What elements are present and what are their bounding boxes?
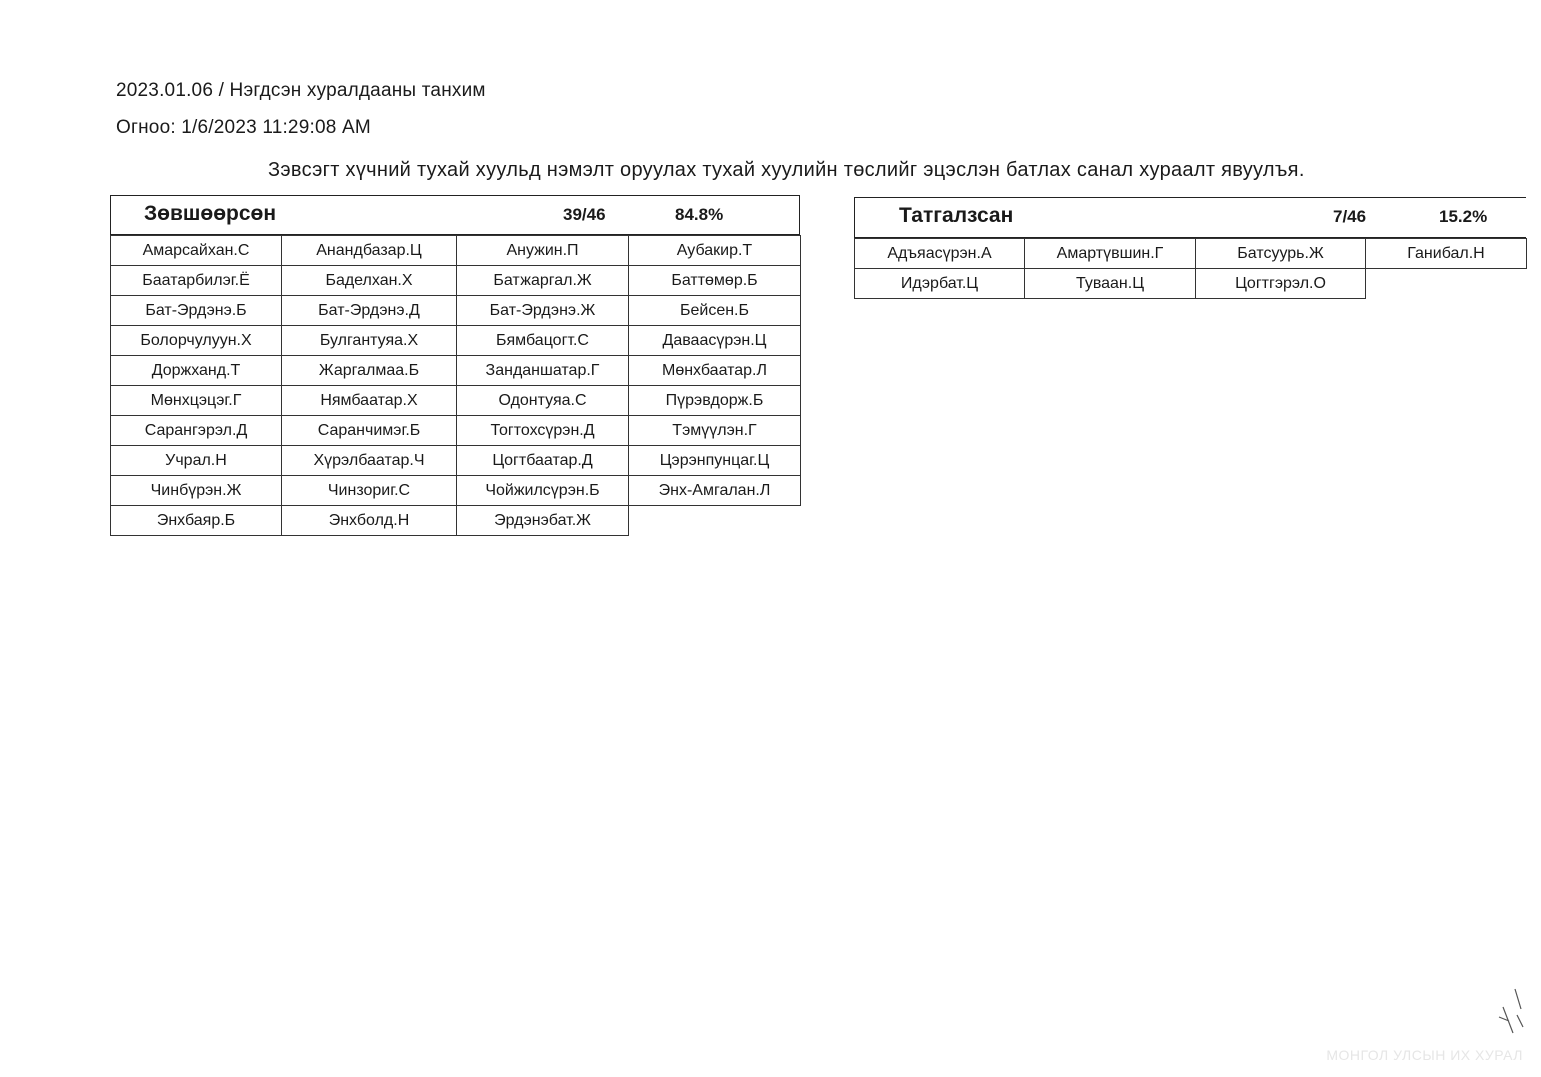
approved-row <box>111 326 801 356</box>
approved-name-cell: Амарсайхан.С <box>111 236 282 266</box>
approved-name-cell: Булгантуяа.Х <box>282 326 457 356</box>
date-line: Огноо: 1/6/2023 11:29:08 AM <box>116 117 371 138</box>
approved-name-cell: Мөнхбаатар.Л <box>629 356 801 386</box>
rejected-name-cell: Цогтгэрэл.О <box>1196 269 1366 299</box>
approved-name-cell: Баттөмөр.Б <box>629 266 801 296</box>
rejected-name-cell: Ганибал.Н <box>1366 239 1527 269</box>
approved-name-cell: Анандбазар.Ц <box>282 236 457 266</box>
rejected-row <box>855 239 1527 269</box>
rejected-name-cell: Батсуурь.Ж <box>1196 239 1366 269</box>
approved-name-cell: Учрал.Н <box>111 446 282 476</box>
approved-name-cell: Энхбаяр.Б <box>111 506 282 536</box>
rejected-name-cell: Идэрбат.Ц <box>855 269 1025 299</box>
approved-name-cell: Энх-Амгалан.Л <box>629 476 801 506</box>
approved-name-cell: Энхболд.Н <box>282 506 457 536</box>
approved-name-cell: Бат-Эрдэнэ.Д <box>282 296 457 326</box>
approved-row <box>111 506 801 536</box>
approved-name-cell: Пүрэвдорж.Б <box>629 386 801 416</box>
rejected-title: Татгалзсан <box>899 204 1014 227</box>
approved-name-cell: Занданшатар.Г <box>457 356 629 386</box>
approved-name-cell: Чойжилсүрэн.Б <box>457 476 629 506</box>
approved-name-cell: Болорчулуун.Х <box>111 326 282 356</box>
approved-name-cell: Бат-Эрдэнэ.Ж <box>457 296 629 326</box>
approved-percent: 84.8% <box>675 205 724 224</box>
approved-name-cell: Аубакир.Т <box>629 236 801 266</box>
approved-name-cell: Чинбүрэн.Ж <box>111 476 282 506</box>
approved-name-cell: Хүрэлбаатар.Ч <box>282 446 457 476</box>
approved-name-cell: Нямбаатар.Х <box>282 386 457 416</box>
approved-count: 39/46 <box>563 205 606 224</box>
approved-name-cell: Эрдэнэбат.Ж <box>457 506 629 536</box>
approved-name-cell: Батжаргал.Ж <box>457 266 629 296</box>
approved-title: Зөвшөөрсөн <box>144 202 277 225</box>
approved-row <box>111 266 801 296</box>
approved-row <box>111 476 801 506</box>
watermark: МОНГОЛ УЛСЫН ИХ ХУРАЛ <box>1326 1047 1523 1063</box>
approved-empty-cell <box>629 506 801 536</box>
approved-name-cell: Жаргалмаа.Б <box>282 356 457 386</box>
rejected-name-cell: Туваан.Ц <box>1025 269 1196 299</box>
approved-name-cell: Бямбацогт.С <box>457 326 629 356</box>
approved-row <box>111 446 801 476</box>
approved-name-cell: Даваасүрэн.Ц <box>629 326 801 356</box>
approved-name-cell: Сарангэрэл.Д <box>111 416 282 446</box>
approved-header <box>110 195 800 235</box>
approved-row <box>111 416 801 446</box>
rejected-name-cell: Амартүвшин.Г <box>1025 239 1196 269</box>
approved-name-cell: Чинзориг.С <box>282 476 457 506</box>
approved-row <box>111 296 801 326</box>
motion-text: Зэвсэгт хүчний тухай хуульд нэмэлт оруулах тухай хуулийн төслийг эцэслэн батлах санал хураалт явуулъя. <box>268 159 1305 181</box>
approved-row <box>111 236 801 266</box>
approved-name-cell: Анужин.П <box>457 236 629 266</box>
approved-row <box>111 386 801 416</box>
approved-name-cell: Бат-Эрдэнэ.Б <box>111 296 282 326</box>
approved-name-cell: Цогтбаатар.Д <box>457 446 629 476</box>
signature-mark-icon <box>1495 987 1525 1037</box>
session-line: 2023.01.06 / Нэгдсэн хуралдааны танхим <box>116 80 486 101</box>
approved-name-cell: Одонтуяа.С <box>457 386 629 416</box>
approved-name-cell: Тогтохсүрэн.Д <box>457 416 629 446</box>
approved-name-cell: Тэмүүлэн.Г <box>629 416 801 446</box>
approved-name-cell: Мөнхцэцэг.Г <box>111 386 282 416</box>
approved-name-cell: Баатарбилэг.Ё <box>111 266 282 296</box>
approved-name-cell: Доржханд.Т <box>111 356 282 386</box>
approved-name-cell: Баделхан.Х <box>282 266 457 296</box>
approved-name-cell: Бейсен.Б <box>629 296 801 326</box>
approved-row <box>111 356 801 386</box>
rejected-row <box>855 269 1527 299</box>
rejected-header <box>854 197 1526 238</box>
approved-name-cell: Цэрэнпунцаг.Ц <box>629 446 801 476</box>
rejected-name-cell: Адъяасүрэн.А <box>855 239 1025 269</box>
rejected-names-table <box>854 238 1527 299</box>
rejected-percent: 15.2% <box>1439 207 1488 226</box>
rejected-count: 7/46 <box>1333 207 1367 226</box>
rejected-empty-cell <box>1366 269 1527 299</box>
approved-names-table <box>110 235 801 536</box>
approved-name-cell: Саранчимэг.Б <box>282 416 457 446</box>
